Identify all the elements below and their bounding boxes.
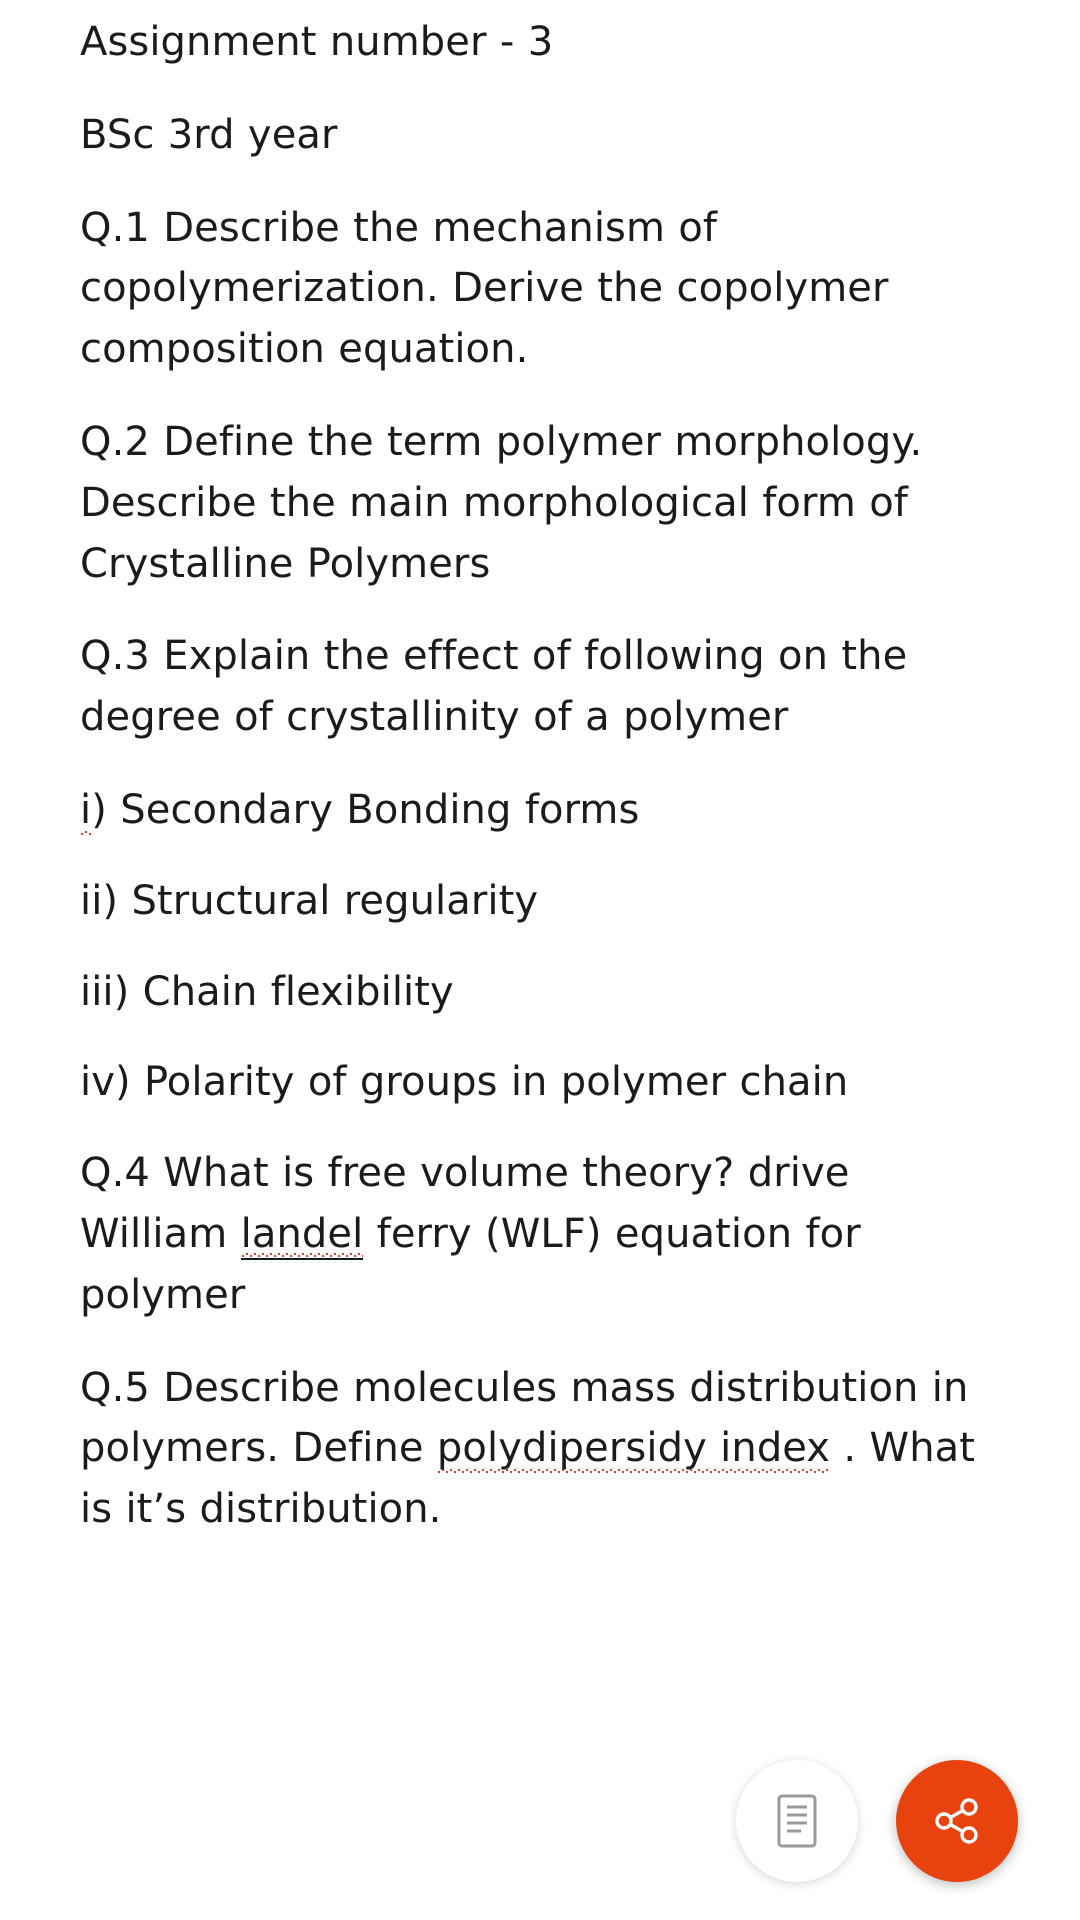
spellcheck-marked-text: i [80, 787, 91, 836]
question-3: Q.3 Explain the effect of following on the degree of crystallinity of a polymer [80, 633, 908, 741]
question-5-text-after: . What is it’s distribution. [80, 1425, 976, 1533]
question-3-item-iv: iv) Polarity of groups in polymer chain [80, 1059, 849, 1106]
question-4 [80, 1143, 1000, 1325]
question-3-item-ii: ii) Structural regularity [80, 877, 539, 924]
document-text-body[interactable] [80, 12, 1000, 1540]
question-4-text-after: ferry (WLF) equation for polymer [80, 1210, 861, 1318]
assignment-subtitle: BSc 3rd year [80, 111, 338, 158]
assignment-title: Assignment number - 3 [80, 19, 554, 65]
spellcheck-marked-text: landel [241, 1211, 364, 1260]
question-3-item-iii: iii) Chain flexibility [80, 968, 454, 1015]
spellcheck-marked-text: polydipersidy index [437, 1425, 830, 1474]
question-1: Q.1 Describe the mechanism of copolymerization. Derive the copolymer composition equation. [80, 204, 889, 373]
question-4-text-before: Q.4 What is free volume theory? drive William [80, 1150, 850, 1257]
document-viewer-button[interactable] [736, 1760, 858, 1882]
question-5-text-before: Q.5 Describe molecules mass distribution in polymers. Define [80, 1364, 969, 1472]
question-3-item-i [80, 780, 1000, 841]
share-button[interactable] [896, 1760, 1018, 1882]
share-icon [931, 1795, 983, 1847]
question-3-item-i-text: ) Secondary Bonding forms [91, 786, 640, 833]
question-5 [80, 1358, 1000, 1540]
question-2: Q.2 Define the term polymer morphology. Describe the main morphological form of Crystalline Polymers [80, 418, 923, 587]
document-icon [774, 1793, 820, 1849]
